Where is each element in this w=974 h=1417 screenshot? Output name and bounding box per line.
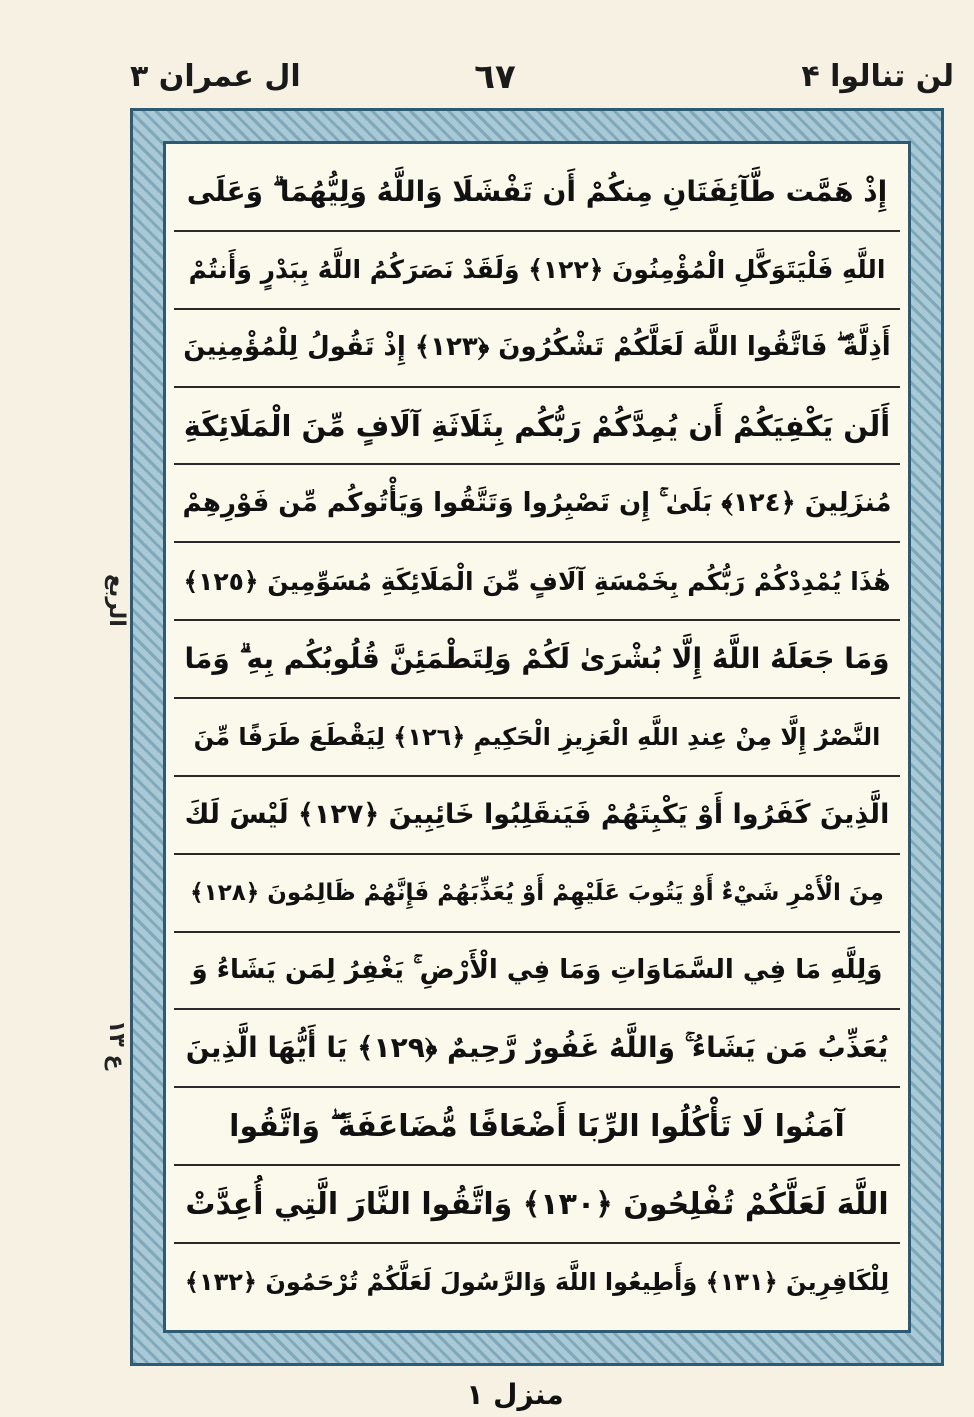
page-number: ٦٧ [474,57,516,97]
juz-name: لن تنالوا ۴ [801,59,954,94]
text-panel [163,141,911,1333]
verse-line-8: النَّصْرُ إِلَّا مِنْ عِندِ اللَّهِ الْعَزِيزِ الْحَكِيمِ ﴿١٢٦﴾ لِيَقْطَعَ طَرَفًا مِّنَ [174,699,900,777]
ornamental-border [130,108,944,1366]
verse-line-14: اللَّهَ لَعَلَّكُمْ تُفْلِحُونَ ﴿١٣٠﴾ وَاتَّقُوا النَّارَ الَّتِي أُعِدَّتْ [174,1166,900,1244]
verse-line-1: إِذْ هَمَّت طَّآئِفَتَانِ مِنكُمْ أَن تَفْشَلَا وَاللَّهُ وَلِيُّهُمَا ۗ وَعَلَى [174,154,900,232]
verse-line-6: هَٰذَا يُمْدِدْكُمْ رَبُّكُم بِخَمْسَةِ آلَافٍ مِّنَ الْمَلَائِكَةِ مُسَوِّمِينَ ﴿١٢٥﴾ [174,543,900,621]
verse-line-2: اللَّهِ فَلْيَتَوَكَّلِ الْمُؤْمِنُونَ ﴿١٢٢﴾ وَلَقَدْ نَصَرَكُمُ اللَّهُ بِبَدْرٍ وَأَنتُمْ [174,232,900,310]
verse-line-9: الَّذِينَ كَفَرُوا أَوْ يَكْبِتَهُمْ فَيَنقَلِبُوا خَائِبِينَ ﴿١٢٧﴾ لَيْسَ لَكَ [174,777,900,855]
manzil-label: منزل ۱ [466,1378,564,1411]
verse-line-3: أَذِلَّةٌ ۖ فَاتَّقُوا اللَّهَ لَعَلَّكُمْ تَشْكُرُونَ ﴿١٢٣﴾ إِذْ تَقُولُ لِلْمُؤْمِنِينَ [174,310,900,388]
margin-ruku-label: الربع [104,573,129,627]
verse-line-12: يُعَذِّبُ مَن يَشَاءُ ۚ وَاللَّهُ غَفُورٌ رَّحِيمٌ ﴿١٢٩﴾ يَا أَيُّهَا الَّذِينَ [174,1010,900,1088]
margin-ayat-label: ع ۱۳ [104,1020,129,1070]
verse-lines [174,154,900,1320]
verse-line-4: أَلَن يَكْفِيَكُمْ أَن يُمِدَّكُمْ رَبُّكُم بِثَلَاثَةِ آلَافٍ مِّنَ الْمَلَائِكَةِ [174,388,900,466]
verse-line-10: مِنَ الْأَمْرِ شَيْءٌ أَوْ يَتُوبَ عَلَيْهِمْ أَوْ يُعَذِّبَهُمْ فَإِنَّهُمْ ظَالِمُونَ ﴿١٢٨﴾ [174,855,900,933]
verse-line-5: مُنزَلِينَ ﴿١٢٤﴾ بَلَىٰ ۚ إِن تَصْبِرُوا وَتَتَّقُوا وَيَأْتُوكُم مِّن فَوْرِهِمْ [174,465,900,543]
verse-line-11: وَلِلَّهِ مَا فِي السَّمَاوَاتِ وَمَا فِي الْأَرْضِ ۚ يَغْفِرُ لِمَن يَشَاءُ وَ [174,933,900,1011]
surah-name: ال عمران ٣ [130,59,301,94]
verse-line-7: وَمَا جَعَلَهُ اللَّهُ إِلَّا بُشْرَىٰ لَكُمْ وَلِتَطْمَئِنَّ قُلُوبُكُم بِهِ ۗ وَمَا [174,621,900,699]
verse-line-15: لِلْكَافِرِينَ ﴿١٣١﴾ وَأَطِيعُوا اللَّهَ وَالرَّسُولَ لَعَلَّكُمْ تُرْحَمُونَ ﴿١٣٢﴾ [184,1267,890,1296]
verse-line-13: آمَنُوا لَا تَأْكُلُوا الرِّبَا أَضْعَافًا مُّضَاعَفَةً ۖ وَاتَّقُوا [174,1088,900,1166]
